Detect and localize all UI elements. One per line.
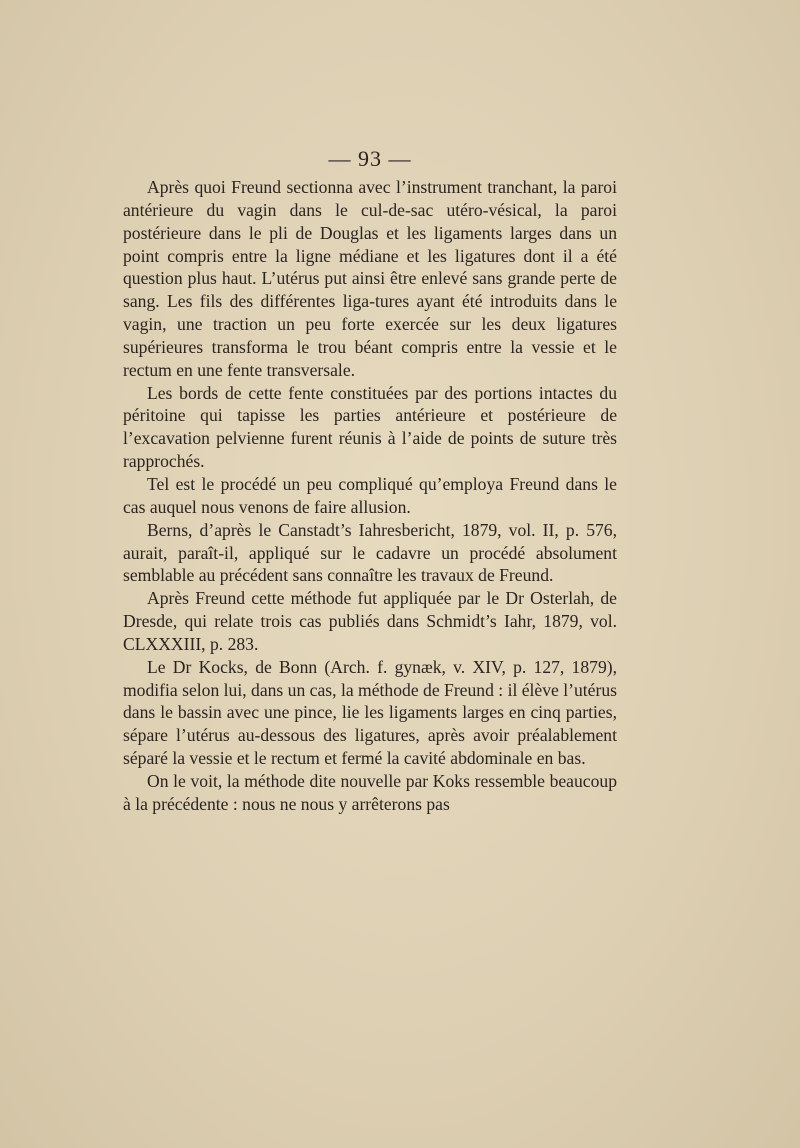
paragraph-6: Le Dr Kocks, de Bonn (Arch. f. gynæk, v. XIV, p. 127, 1879), modifia selon lui, dans un cas, la méthode de Freund : il élève l’utérus dans le bassin avec une pince, lie les ligaments larges en cinq parties, sépare l’utérus au-dessous des ligatures, après avoir préalablement séparé la vessie et le rectum et fermé la cavité abdominale en bas.	[123, 656, 617, 769]
paragraph-3: Tel est le procédé un peu compliqué qu’employa Freund dans le cas auquel nous venons de faire allusion.	[123, 473, 617, 517]
paragraph-7: On le voit, la méthode dite nouvelle par Koks ressemble beaucoup à la précédente : nous ne nous y arrêterons pas	[123, 770, 617, 814]
page-number: — 93 —	[328, 146, 412, 171]
paragraph-1: Après quoi Freund sectionna avec l’instrument tranchant, la paroi antérieure du vagin dans le cul-de-sac utéro-vésical, la paroi postérieure dans le pli de Douglas et les ligaments larges dans un point compris entre la ligne médiane et les ligatures dont il a été question plus haut. L’utérus put ainsi être enlevé sans grande perte de sang. Les fils des différentes liga-tures ayant été introduits dans le vagin, une traction un peu forte exercée sur les deux ligatures supérieures transforma le trou béant compris entre la vessie et le rectum en une fente transversale.	[123, 177, 617, 380]
paragraph-2: Les bords de cette fente constituées par des portions intactes du péritoine qui tapisse les parties antérieure et postérieure de l’excavation pelvienne furent réunis à l’aide de points de suture très rapprochés.	[123, 382, 617, 472]
paragraph-4: Berns, d’après le Canstadt’s Iahresbericht, 1879, vol. II, p. 576, aurait, paraît-il, appliqué sur le cadavre un procédé absolument semblable au précédent sans connaître les travaux de Freund.	[123, 519, 617, 586]
paragraph-5: Après Freund cette méthode fut appliquée par le Dr Osterlah, de Dresde, qui relate trois cas publiés dans Schmidt’s Iahr, 1879, vol. CLXXXIII, p. 283.	[123, 588, 617, 654]
page-body-text	[123, 176, 617, 816]
